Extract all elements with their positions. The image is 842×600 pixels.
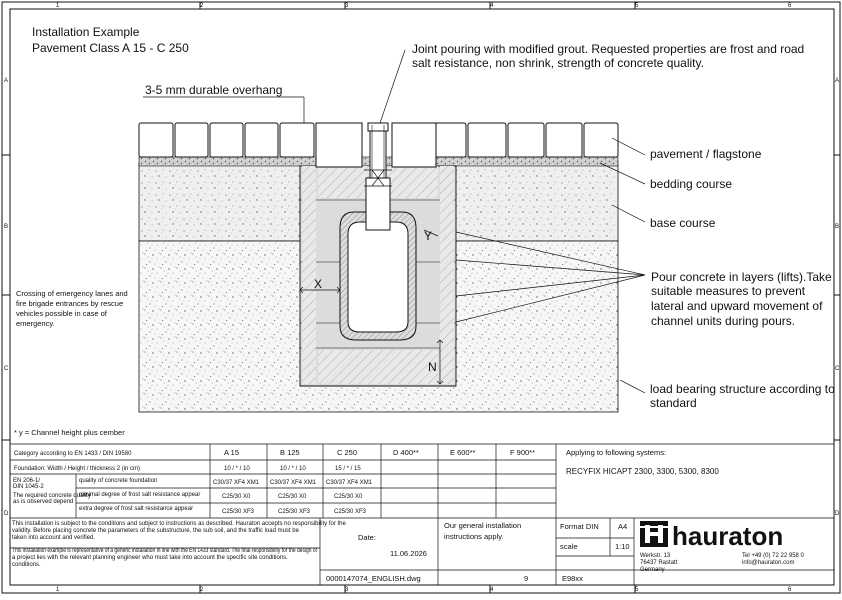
col-label-3-bottom: 3	[345, 587, 349, 593]
quality-row-label: quality of concrete foundation	[79, 478, 158, 484]
joint-callout-line2: salt resistance, non shrink, strength of concrete quality.	[412, 56, 704, 70]
standard-label-line1: EN 206-1/	[13, 478, 41, 484]
crossing-note-line3: vehicles possible in case of	[16, 309, 107, 318]
row-label-a: A	[4, 78, 9, 84]
scale-label: scale	[560, 542, 578, 551]
scale-value: 1:10	[615, 542, 630, 551]
col-label-3: 3	[345, 3, 349, 9]
frost-row-label: minimal degree of frost salt resistance appear	[79, 492, 201, 498]
col-label-1: 1	[56, 3, 60, 9]
foundation-c250: 15 / * / 15	[335, 466, 361, 472]
quality-a15: C30/37 XF4 XM1	[213, 480, 260, 486]
edge-paving-stone-left	[316, 123, 362, 167]
email: info@hauraton.com	[742, 560, 795, 566]
note1-line2: validity. Before placing concrete the parameters of the substructure, the sub soil, and the traffic load must be	[12, 528, 299, 534]
general-instructions-line2: instructions apply.	[444, 532, 504, 541]
note2-line1: This installation example is representative of a generic installation in line with the EN 1433 standard. The final responsibility for the design of	[12, 548, 318, 554]
row-label-d: D	[4, 511, 9, 517]
address-line3: Germany	[640, 567, 665, 573]
applying-label: Applying to following systems:	[566, 448, 667, 457]
date-value: 11.06.2026	[390, 549, 427, 558]
col-label-5: 5	[635, 3, 639, 9]
paving-stone	[139, 123, 173, 157]
drawing-title: Installation Example	[32, 25, 140, 39]
dimension-y-label: Y	[424, 229, 433, 243]
class-c250: C 250	[337, 448, 358, 457]
category-header-label: Category according to EN 1433 / DIN 19580	[14, 451, 132, 457]
frost2-a15: C25/30 XF3	[222, 509, 255, 515]
crossing-note-line1: Crossing of emergency lanes and	[16, 289, 128, 298]
col-label-2-bottom: 2	[200, 587, 204, 593]
paving-stone	[468, 123, 506, 157]
base-callout: base course	[650, 216, 716, 230]
standard-label-line3: The required concrete quality	[13, 493, 91, 499]
paving-stone	[210, 123, 243, 157]
frost-b125: C25/30 X0	[278, 494, 307, 500]
paving-stone	[175, 123, 208, 157]
col-label-4-bottom: 4	[490, 587, 494, 593]
row-label-b: B	[4, 224, 9, 230]
paving-stone	[508, 123, 544, 157]
row-label-a-right: A	[835, 78, 840, 84]
foundation-b125: 10 / * / 10	[280, 466, 306, 472]
quality-b125: C30/37 XF4 XM1	[270, 480, 317, 486]
pour-callout-line2: suitable measures to prevent	[651, 284, 806, 298]
edge-paving-stone-right	[392, 123, 436, 167]
class-e600: E 600**	[450, 448, 476, 457]
pour-callout-line1: Pour concrete in layers (lifts).Take	[651, 270, 832, 284]
drawing-subtitle: Pavement Class A 15 - C 250	[32, 41, 189, 55]
col-label-5-bottom: 5	[635, 587, 639, 593]
footnote: * y = Channel height plus cember	[14, 428, 125, 437]
note1-line1: This installation is subject to the conditions and subject to instructions as described. Hauraton accepts no responsibility for the	[12, 521, 346, 527]
address-line1: Werkstr. 13	[640, 553, 671, 559]
dimension-x-label: X	[314, 277, 323, 291]
phone: Tel +49 (0) 72 22 958 0	[742, 553, 804, 559]
col-label-6: 6	[788, 3, 792, 9]
quality-c250: C30/37 XF4 XM1	[326, 480, 373, 486]
row-label-c: C	[4, 366, 9, 372]
format-label: Format DIN	[560, 522, 599, 531]
sheet-number: 9	[524, 574, 529, 583]
pour-callout-line4: channel units during pours.	[651, 314, 796, 328]
format-value: A4	[618, 522, 628, 531]
sheet-id: E98xx	[562, 574, 583, 583]
col-label-2: 2	[200, 3, 204, 9]
pour-callout-line3: lateral and upward movement of	[651, 299, 823, 313]
col-label-6-bottom: 6	[788, 587, 792, 593]
overhang-callout: 3-5 mm durable overhang	[145, 83, 283, 97]
row-label-b-right: B	[835, 224, 840, 230]
note1-line3: taken into account and verified.	[12, 535, 96, 541]
standard-label-line4: as is observed depend	[13, 499, 74, 505]
frost2-c250: C25/30 XF3	[334, 509, 367, 515]
class-b125: B 125	[280, 448, 300, 457]
hauraton-logo	[640, 521, 783, 551]
paving-stone	[245, 123, 278, 157]
file-name: 0000147074_ENGLISH.dwg	[326, 574, 421, 583]
frost2-b125: C25/30 XF3	[278, 509, 311, 515]
date-label: Date:	[358, 533, 376, 542]
logo-wordmark: hauraton	[672, 521, 784, 551]
standard-label-line2: DIN 1045-2	[13, 484, 44, 490]
paving-stone	[584, 123, 618, 157]
row-label-d-right: D	[835, 511, 840, 517]
load-callout-line1: load bearing structure according to	[650, 382, 835, 396]
frost-a15: C25/30 X0	[222, 494, 251, 500]
address-line2: 76437 Rastatt	[640, 560, 678, 566]
col-label-1-bottom: 1	[56, 587, 60, 593]
general-instructions-line1: Our general installation	[444, 521, 522, 530]
row-label-c-right: C	[835, 366, 840, 372]
frost-c250: C25/30 X0	[334, 494, 363, 500]
class-f900: F 900**	[510, 448, 536, 457]
joint-callout-line1: Joint pouring with modified grout. Requested properties are frost and road	[412, 42, 805, 56]
load-callout-line2: standard	[650, 396, 697, 410]
frost2-row-label: extra degree of frost salt resistance appear	[79, 506, 194, 512]
pavement-callout: pavement / flagstone	[650, 147, 762, 161]
bedding-callout: bedding course	[650, 177, 733, 191]
note2-line2: a project lies with the relevant planning engineer who must take into account the specific site conditions.	[12, 555, 288, 561]
class-d400: D 400**	[393, 448, 419, 457]
note2-line3: conditions.	[12, 562, 41, 568]
foundation-row-label: Foundation: Width / Height / thickness 2 (in cm)	[14, 466, 141, 472]
foundation-a15: 10 / * / 10	[224, 466, 250, 472]
system-list: RECYFIX HICAPT 2300, 3300, 5300, 8300	[566, 467, 719, 476]
dimension-n-label: N	[428, 360, 437, 374]
paving-stone	[280, 123, 314, 157]
class-a15: A 15	[224, 448, 240, 457]
crossing-note-line2: fire brigade entrances by rescue	[16, 299, 124, 308]
crossing-note-line4: emergency.	[16, 319, 55, 328]
col-label-4: 4	[490, 3, 494, 9]
paving-stone	[546, 123, 582, 157]
